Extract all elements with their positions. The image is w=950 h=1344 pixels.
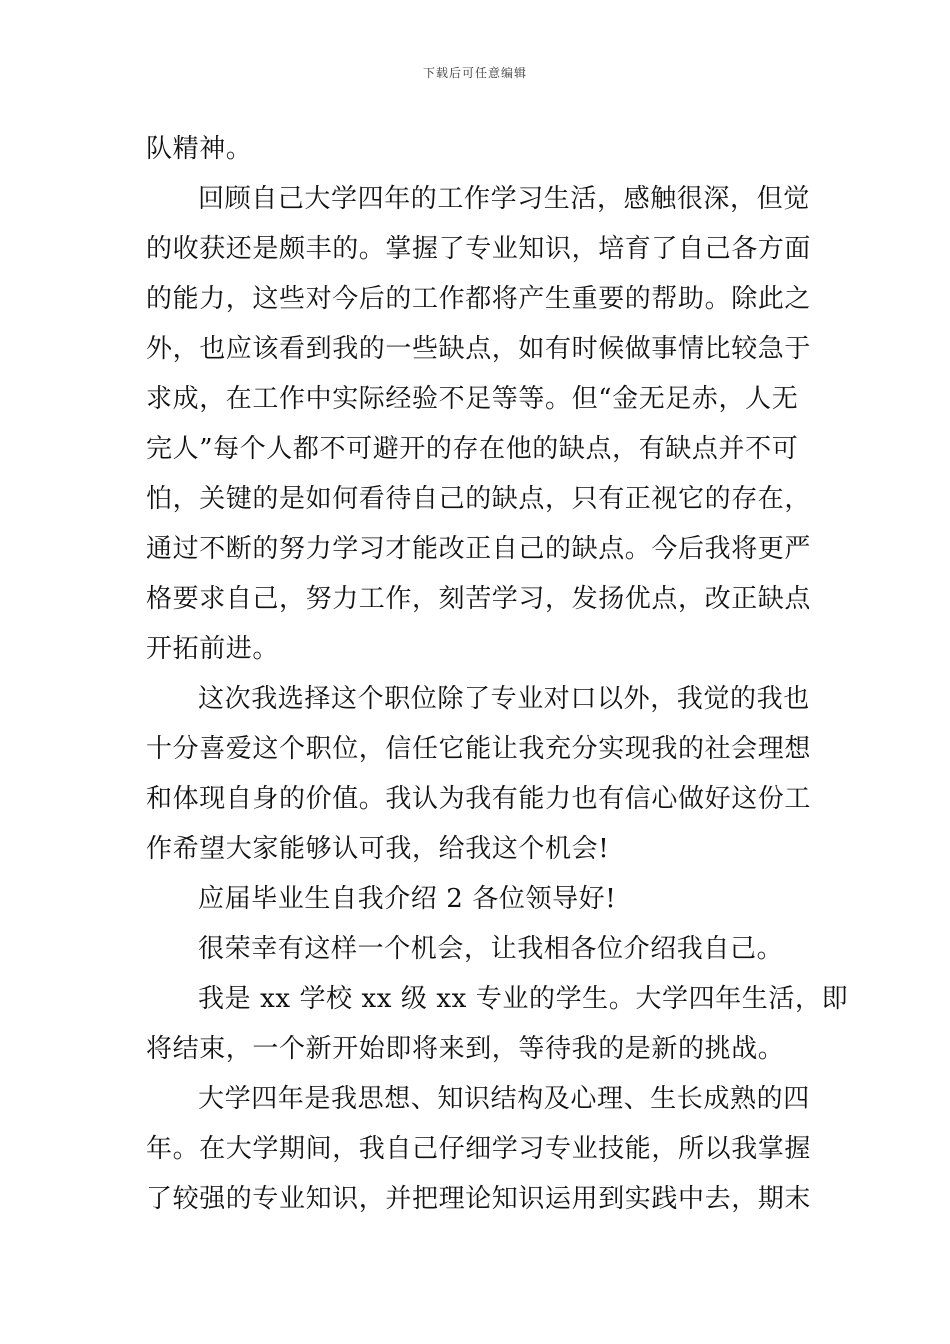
text-line: 将结束，一个新开始即将来到，等待我的是新的挑战。 [146, 1034, 785, 1064]
text-line: 应届毕业生自我介绍 2 各位领导好! [198, 884, 617, 914]
text-line: 这次我选择这个职位除了专业对口以外，我觉的我也 [198, 684, 810, 714]
text-line: 完人”每个人都不可避开的存在他的缺点，有缺点并不可 [146, 434, 799, 464]
text-line: 求成，在工作中实际经验不足等等。但“金无足赤，人无 [146, 384, 799, 414]
text-line: 很荣幸有这样一个机会，让我相各位介绍我自己。 [198, 934, 784, 964]
text-line: 外，也应该看到我的一些缺点，如有时候做事情比较急于 [146, 334, 812, 364]
text-line: 和体现自身的价值。我认为我有能力也有信心做好这份工 [146, 784, 812, 814]
text-line: 怕，关键的是如何看待自己的缺点，只有正视它的存在， [146, 484, 812, 514]
text-line: 大学四年是我思想、知识结构及心理、生长成熟的四 [198, 1084, 810, 1114]
text-line: 十分喜爱这个职位，信任它能让我充分实现我的社会理想 [146, 734, 812, 764]
text-line: 通过不断的努力学习才能改正自己的缺点。今后我将更严 [146, 534, 812, 564]
document-body [146, 124, 849, 1224]
text-line: 的能力，这些对今后的工作都将产生重要的帮助。除此之 [146, 284, 812, 314]
text-line: 作希望大家能够认可我，给我这个机会! [146, 834, 610, 864]
page-header-note: 下载后可任意编辑 [422, 66, 527, 80]
text-line: 回顾自己大学四年的工作学习生活，感触很深，但觉 [198, 184, 810, 214]
text-line: 格要求自己，努力工作，刻苦学习，发扬优点，改正缺点 [146, 584, 812, 614]
text-line: 开拓前进。 [146, 634, 280, 664]
text-line: 队精神。 [146, 134, 253, 164]
text-line: 的收获还是颇丰的。掌握了专业知识，培育了自己各方面 [146, 234, 812, 264]
text-line: 我是 xx 学校 xx 级 xx 专业的学生。大学四年生活，即 [198, 984, 849, 1014]
text-line: 了较强的专业知识，并把理论知识运用到实践中去，期末 [146, 1184, 812, 1214]
text-line: 年。在大学期间，我自己仔细学习专业技能，所以我掌握 [146, 1134, 812, 1164]
